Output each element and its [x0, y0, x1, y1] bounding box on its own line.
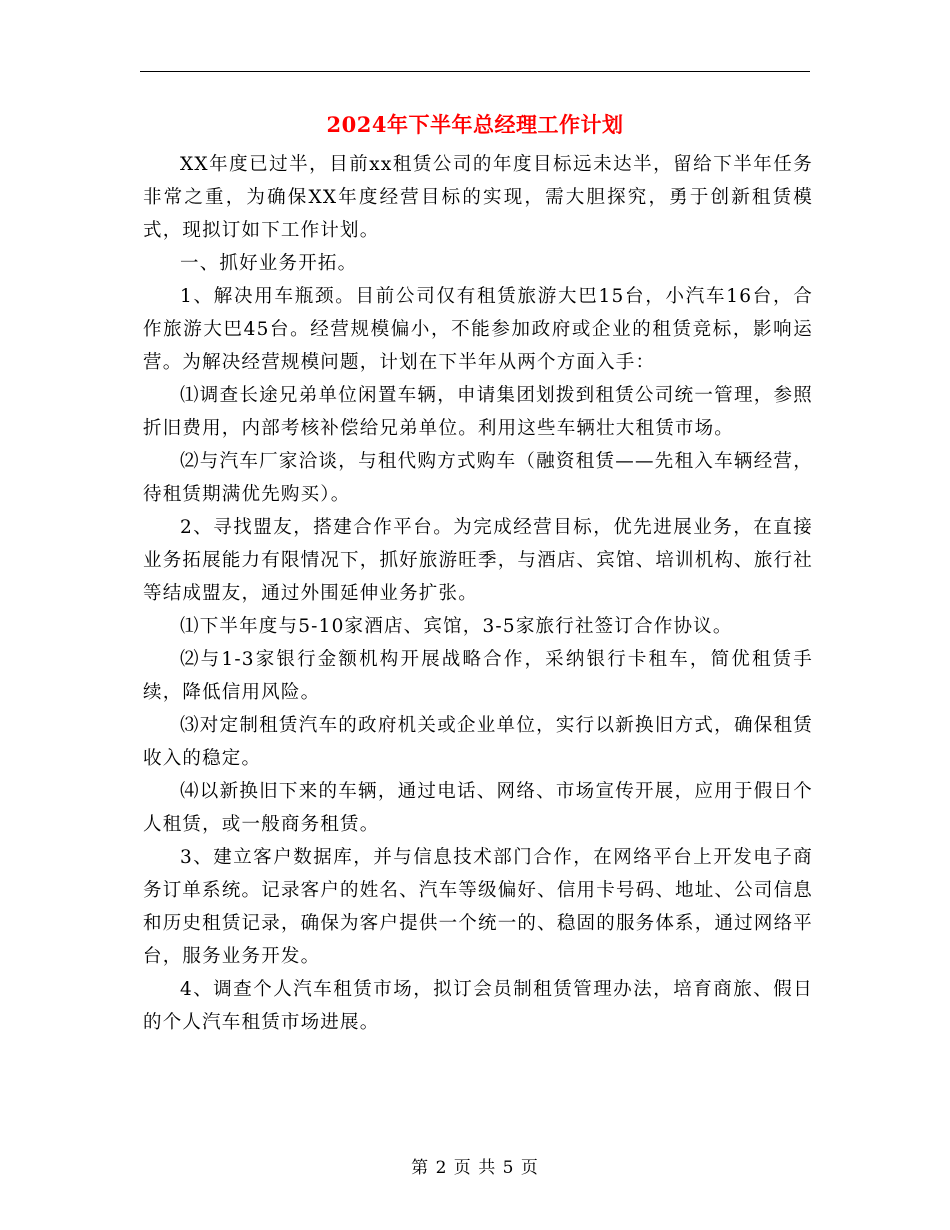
header-rule	[140, 71, 810, 72]
paragraph-subitem: ⑴调查长途兄弟单位闲置车辆，申请集团划拨到租赁公司统一管理，参照折旧费用，内部考核补偿给兄弟单位。利用这些车辆壮大租赁市场。	[143, 385, 813, 439]
paragraph-subitem: ⑴下半年度与5-10家酒店、宾馆，3-5家旅行社签订合作协议。	[180, 616, 733, 637]
paragraph-item-3: 3、建立客户数据库，并与信息技术部门合作，在网络平台上开发电子商务订单系统。记录客户的姓名、汽车等级偏好、信用卡号码、地址、公司信息和历史租赁记录，确保为客户提供一个统一的、稳固的服务体系，通过网络平台，服务业务开发。	[143, 847, 813, 967]
paragraph-subitem: ⑷以新换旧下来的车辆，通过电话、网络、市场宣传开展，应用于假日个人租赁，或一般商务租赁。	[143, 781, 813, 835]
paragraph-intro: XX年度已过半，目前xx租赁公司的年度目标远未达半，留给下半年任务非常之重，为确保XX年度经营目标的实现，需大胆探究，勇于创新租赁模式，现拟订如下工作计划。	[143, 154, 813, 241]
paragraph-item-1: 1、解决用车瓶颈。目前公司仅有租赁旅游大巴15台，小汽车16台，合作旅游大巴45台。经营规模偏小，不能参加政府或企业的租赁竞标，影响运营。为解决经营规模问题，计划在下半年从两个方面入手：	[143, 286, 813, 373]
document-title: 2024年下半年总经理工作计划	[326, 112, 624, 137]
paragraph-subitem: ⑵与1-3家银行金额机构开展战略合作，采纳银行卡租车，简优租赁手续，降低信用风险。	[143, 649, 813, 703]
page-number: 第 2 页 共 5 页	[411, 1158, 539, 1178]
paragraph-subitem: ⑵与汽车厂家洽谈，与租代购方式购车（融资租赁——先租入车辆经营，待租赁期满优先购买）。	[143, 451, 813, 505]
section-heading-1: 一、抓好业务开拓。	[180, 253, 358, 274]
document-body	[143, 148, 813, 1039]
paragraph-item-2: 2、寻找盟友，搭建合作平台。为完成经营目标，优先进展业务，在直接业务拓展能力有限情况下，抓好旅游旺季，与酒店、宾馆、培训机构、旅行社等结成盟友，通过外围延伸业务扩张。	[143, 517, 813, 604]
paragraph-subitem: ⑶对定制租赁汽车的政府机关或企业单位，实行以新换旧方式，确保租赁收入的稳定。	[143, 715, 813, 769]
paragraph-item-4: 4、调查个人汽车租赁市场，拟订会员制租赁管理办法，培育商旅、假日的个人汽车租赁市场进展。	[143, 979, 813, 1033]
